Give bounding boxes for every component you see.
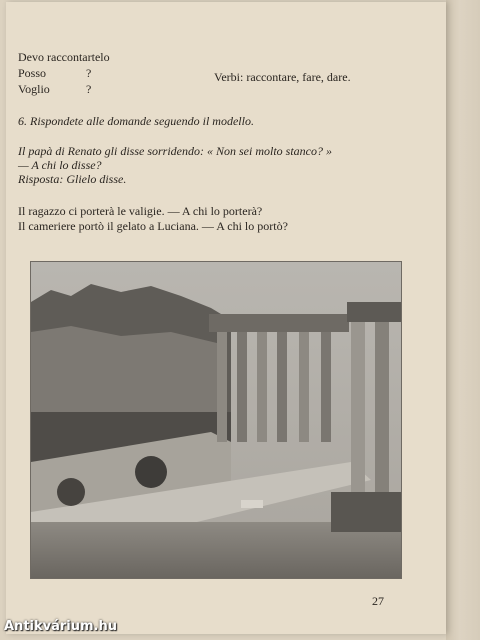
roman-forum-photo — [30, 261, 402, 579]
watermark-logo: Antikvárium.hu — [4, 619, 117, 634]
text-line-1: Devo raccontartelo — [18, 50, 110, 64]
model-answer: Risposta: Glielo disse. — [18, 172, 127, 186]
text-line-2-word: Posso — [18, 66, 47, 80]
exercise-item-2: Il cameriere portò il gelato a Luciana. — A chi lo portò? — [18, 219, 288, 233]
text-line-2-mark: ? — [86, 66, 92, 80]
page-number: 27 — [372, 594, 384, 608]
text-line-3-word: Voglio — [18, 82, 50, 96]
text-line-3-mark: ? — [86, 82, 92, 96]
book-page — [6, 2, 446, 634]
verbs-hint: Verbi: raccontare, fare, dare. — [214, 70, 351, 84]
model-question: — A chi lo disse? — [18, 158, 102, 172]
exercise-heading: 6. Rispondete alle domande seguendo il modello. — [18, 114, 254, 128]
model-sentence: Il papà di Renato gli disse sorridendo: « Non sei molto stanco? » — [18, 144, 332, 158]
book-spine — [446, 0, 480, 640]
exercise-item-1: Il ragazzo ci porterà le valigie. — A chi lo porterà? — [18, 204, 263, 218]
